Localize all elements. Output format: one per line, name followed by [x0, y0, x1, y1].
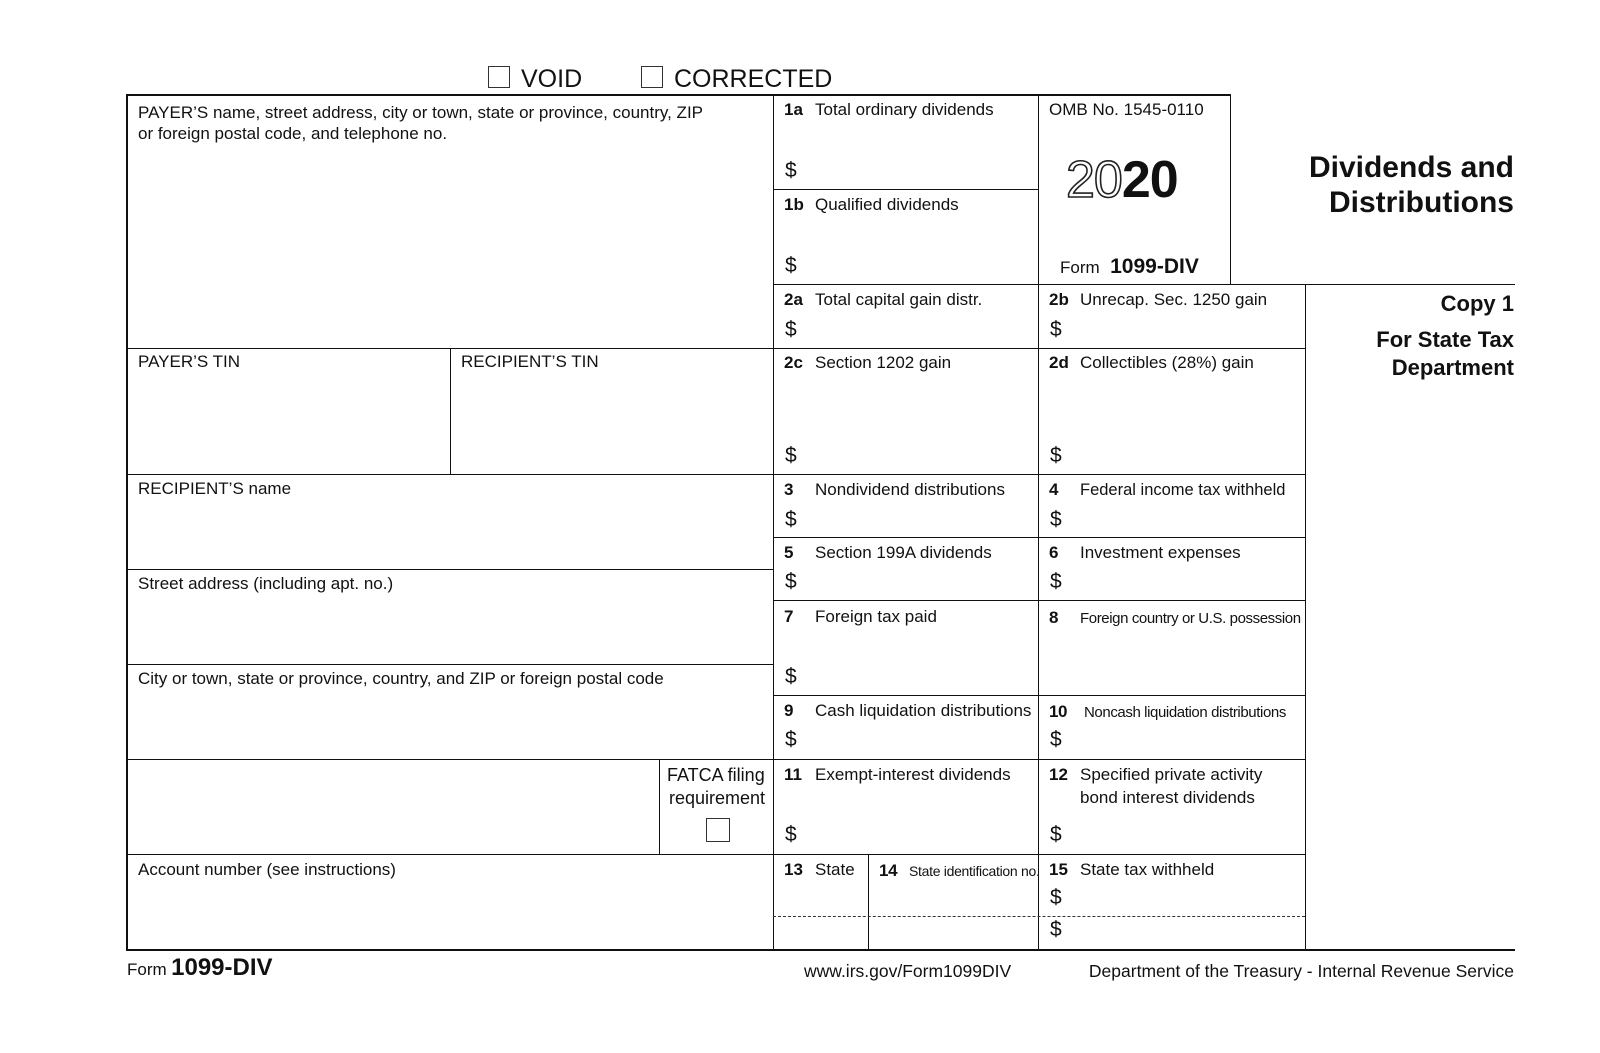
- copy-designation: [1376, 290, 1514, 382]
- omb-form-number: 1099-DIV: [1110, 255, 1199, 278]
- box-5-label: 5 Section 199A dividends: [784, 543, 992, 562]
- box-4-field[interactable]: [1065, 502, 1303, 535]
- footer-url[interactable]: www.irs.gov/Form1099DIV: [804, 961, 1012, 981]
- box-15-field-row1[interactable]: [1065, 882, 1303, 915]
- box-10-dollar: $: [1050, 728, 1062, 751]
- box-2c-dollar: $: [785, 444, 797, 467]
- box-12-field[interactable]: [1065, 810, 1303, 852]
- box-10-field[interactable]: [1065, 723, 1303, 757]
- box-2d-label: 2d Collectibles (28%) gain: [1049, 353, 1254, 372]
- box-13-field-row1[interactable]: [775, 882, 866, 915]
- box-2d-field[interactable]: [1065, 375, 1303, 472]
- tax-year: [1066, 150, 1178, 210]
- box-2d-dollar: $: [1050, 444, 1062, 467]
- box-15-field-row2[interactable]: [1065, 918, 1303, 947]
- box-13-label: 13 State: [784, 860, 855, 879]
- box-12-label: 12 Specified private activity: [1049, 765, 1263, 784]
- box-2b-field[interactable]: [1065, 312, 1303, 346]
- box-7-dollar: $: [785, 665, 797, 688]
- recipient-name-field[interactable]: [128, 500, 771, 567]
- box-6-dollar: $: [1050, 570, 1062, 593]
- box-14-field-row2[interactable]: [870, 918, 1036, 947]
- box-6-field[interactable]: [1065, 565, 1303, 598]
- footer-department: Department of the Treasury - Internal Revenue Service: [1088, 961, 1514, 981]
- payer-tin-field[interactable]: [128, 372, 448, 472]
- account-number-label: Account number (see instructions): [138, 860, 396, 879]
- box-9-label: 9 Cash liquidation distributions: [784, 701, 1032, 720]
- box-11-field[interactable]: [800, 788, 1036, 852]
- payer-tin-label: PAYER’S TIN: [138, 352, 241, 371]
- fatca-label-line1: FATCA filing: [667, 765, 765, 785]
- box-1b-dollar: $: [785, 254, 797, 277]
- box-2b-label: 2b Unrecap. Sec. 1250 gain: [1049, 290, 1268, 309]
- box-4-dollar: $: [1050, 508, 1062, 531]
- payer-name-field[interactable]: [128, 146, 771, 346]
- omb-form-name: [1060, 255, 1199, 279]
- box-15-dollar-row1: $: [1050, 886, 1062, 909]
- box-12-label-line2: bond interest dividends: [1080, 788, 1255, 807]
- street-address-label: Street address (including apt. no.): [138, 574, 394, 593]
- omb-number: OMB No. 1545-0110: [1049, 100, 1204, 119]
- account-number-field[interactable]: [128, 882, 771, 947]
- city-field[interactable]: [128, 690, 771, 757]
- footer-form-word: Form: [127, 960, 167, 979]
- copy-recipient-line1: For State Tax: [1376, 327, 1514, 352]
- box-2c-field[interactable]: [800, 375, 1036, 472]
- form-title-line2: Distributions: [1329, 186, 1514, 219]
- recipient-tin-label: RECIPIENT’S TIN: [461, 352, 599, 371]
- form-title-line1: Dividends and: [1308, 151, 1514, 184]
- void-label: VOID: [521, 65, 583, 93]
- box-7-label: 7 Foreign tax paid: [784, 607, 937, 626]
- box-7-field[interactable]: [800, 630, 1036, 693]
- box-1a-field[interactable]: [800, 122, 1036, 188]
- box-9-field[interactable]: [800, 723, 1036, 757]
- box-2a-dollar: $: [785, 318, 797, 341]
- box-14-label: 14 State identification no.: [879, 861, 1040, 880]
- box-1a-dollar: $: [785, 159, 797, 182]
- fatca-label-line2: requirement: [669, 788, 766, 808]
- copy-label: Copy 1: [1440, 291, 1514, 316]
- footer-form-name: [127, 954, 273, 982]
- void-checkbox[interactable]: [488, 66, 510, 88]
- footer-form-number: 1099-DIV: [171, 954, 273, 981]
- box-15-label: 15 State tax withheld: [1049, 860, 1215, 879]
- box-13-field-row2[interactable]: [775, 918, 866, 947]
- fatca-checkbox[interactable]: [706, 818, 730, 842]
- tax-year-light: 20: [1066, 151, 1122, 209]
- payer-name-label-line2: or foreign postal code, and telephone no.: [138, 124, 448, 143]
- box-3-label: 3 Nondividend distributions: [784, 480, 1005, 499]
- street-address-field[interactable]: [128, 595, 771, 662]
- box-6-label: 6 Investment expenses: [1049, 543, 1241, 562]
- recipient-tin-field[interactable]: [452, 372, 771, 472]
- box-1a-label: 1a Total ordinary dividends: [784, 100, 994, 119]
- box-11-label: 11 Exempt-interest dividends: [784, 765, 1011, 784]
- box-3-dollar: $: [785, 508, 797, 531]
- box-2c-label: 2c Section 1202 gain: [784, 353, 952, 372]
- tax-year-bold: 20: [1121, 151, 1178, 209]
- box-3-field[interactable]: [800, 502, 1036, 535]
- city-label: City or town, state or province, country, and ZIP or foreign postal code: [138, 669, 664, 688]
- box-1b-field[interactable]: [800, 218, 1036, 283]
- box-5-dollar: $: [785, 570, 797, 593]
- copy-recipient-line2: Department: [1391, 355, 1514, 380]
- box-11-dollar: $: [785, 823, 797, 846]
- omb-form-word: Form: [1060, 258, 1100, 277]
- box-2a-label: 2a Total capital gain distr.: [784, 290, 983, 309]
- box-15-dollar-row2: $: [1050, 918, 1062, 941]
- box-2b-dollar: $: [1050, 318, 1062, 341]
- box-14-field-row1[interactable]: [870, 882, 1036, 915]
- box-8-label: 8 Foreign country or U.S. possession: [1049, 608, 1301, 627]
- payer-name-label: PAYER’S name, street address, city or town, state or province, country, ZIP: [138, 103, 704, 122]
- box-10-label: 10 Noncash liquidation distributions: [1049, 702, 1286, 721]
- corrected-label: CORRECTED: [674, 65, 833, 93]
- box-9-dollar: $: [785, 728, 797, 751]
- box-2a-field[interactable]: [800, 312, 1036, 346]
- recipient-name-label: RECIPIENT’S name: [138, 479, 292, 498]
- box-4-label: 4 Federal income tax withheld: [1049, 480, 1286, 499]
- corrected-checkbox[interactable]: [641, 66, 663, 88]
- box-8-field[interactable]: [1040, 630, 1303, 693]
- blank-field[interactable]: [128, 761, 657, 852]
- form-title: [1309, 150, 1514, 220]
- box-1b-label: 1b Qualified dividends: [784, 195, 959, 214]
- box-5-field[interactable]: [800, 565, 1036, 598]
- box-12-dollar: $: [1050, 823, 1062, 846]
